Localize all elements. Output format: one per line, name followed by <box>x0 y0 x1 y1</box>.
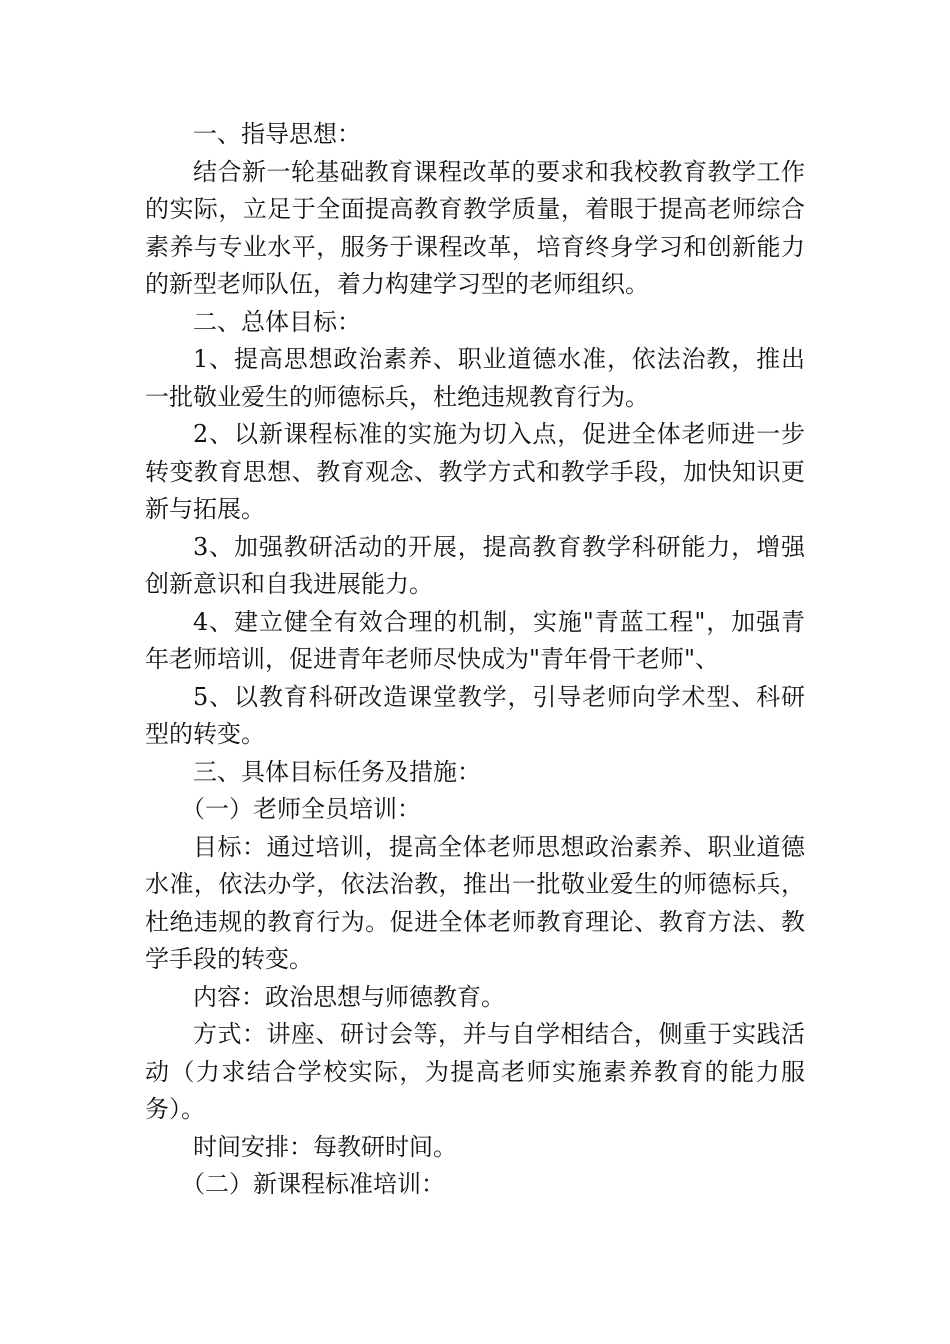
goal-item-1: 1、提高思想政治素养、职业道德水准，依法治教，推出一批敬业爱生的师德标兵，杜绝违规教育行为。 <box>145 345 805 411</box>
paragraph-training-target: 目标：通过培训，提高全体老师思想政治素养、职业道德水准，依法办学，依法治教，推出一批敬业爱生的师德标兵，杜绝违规的教育行为。促进全体老师教育理论、教育方法、教学手段的转变。 <box>145 832 805 973</box>
section-heading-guiding-ideology: 一、指导思想： <box>193 120 361 148</box>
paragraph-guiding-ideology: 结合新一轮基础教育课程改革的要求和我校教育教学工作的实际，立足于全面提高教育教学质量，着眼于提高老师综合素养与专业水平，服务于课程改革，培育终身学习和创新能力的新型老师队伍，着力构建学习型的老师组织。 <box>145 157 805 298</box>
subsection-heading-curriculum-standard-training: （二）新课程标准培训： <box>181 1170 445 1198</box>
goal-item-5: 5、以教育科研改造课堂教学，引导老师向学术型、科研型的转变。 <box>145 682 805 748</box>
paragraph-training-schedule: 时间安排：每教研时间。 <box>193 1132 457 1161</box>
document-body <box>145 116 805 1204</box>
paragraph-training-method: 方式：讲座、研讨会等，并与自学相结合，侧重于实践活动（力求结合学校实际，为提高老师实施素养教育的能力服务）。 <box>145 1020 805 1123</box>
subsection-heading-all-staff-training: （一）老师全员培训： <box>181 795 421 823</box>
paragraph-training-content: 内容：政治思想与师德教育。 <box>193 982 505 1011</box>
section-heading-overall-goals: 二、总体目标： <box>193 307 361 336</box>
section-heading-specific-tasks: 三、具体目标任务及措施： <box>193 757 481 786</box>
goal-item-4: 4、建立健全有效合理的机制，实施"青蓝工程"，加强青年老师培训，促进青年老师尽快成为"青年骨干老师"、 <box>145 607 805 673</box>
goal-item-2: 2、以新课程标准的实施为切入点，促进全体老师进一步转变教育思想、教育观念、教学方式和教学手段，加快知识更新与拓展。 <box>145 420 805 523</box>
goal-item-3: 3、加强教研活动的开展，提高教育教学科研能力，增强创新意识和自我进展能力。 <box>145 532 805 598</box>
